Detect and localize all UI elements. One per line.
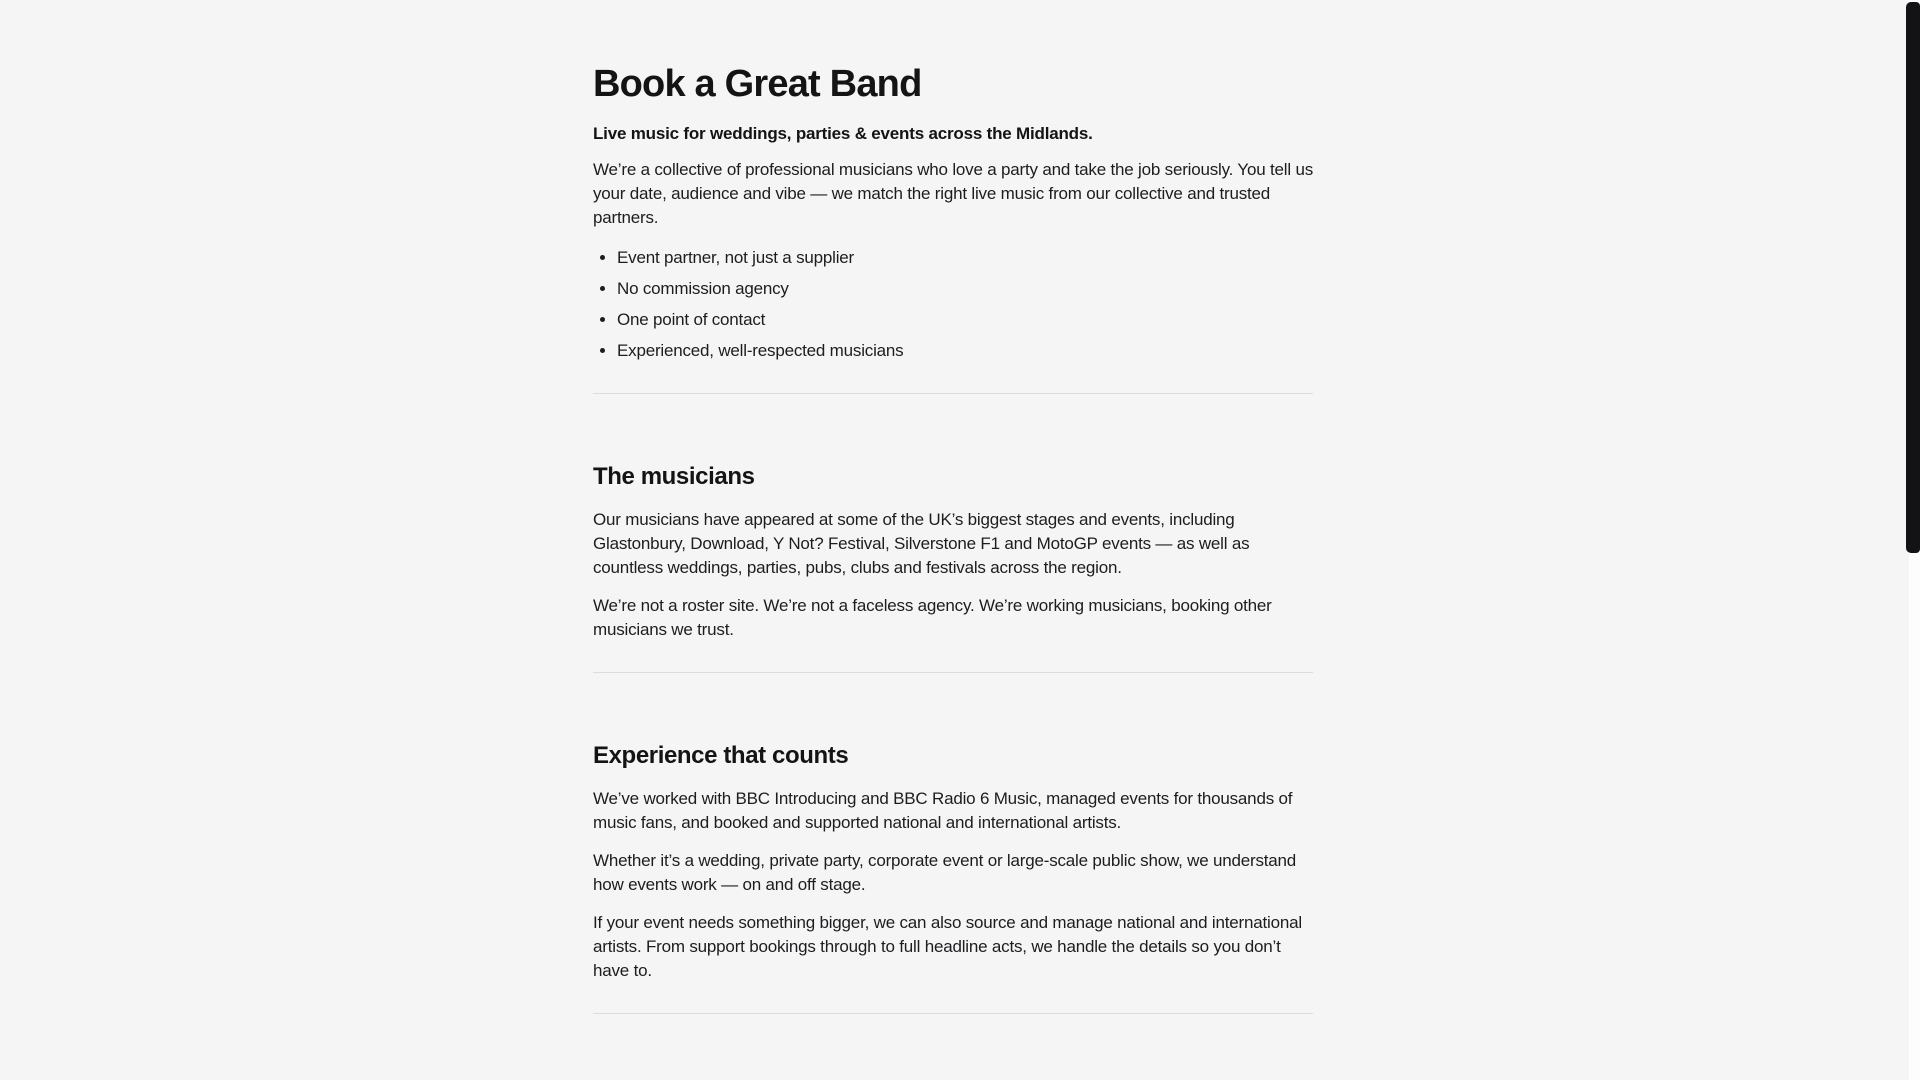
section-paragraph: Our musicians have appeared at some of the UK’s biggest stages and events, including Glastonbury, Download, Y Not? Festival, Silverstone F1 and MotoGP events — as well as countless weddings, parties, pubs, clubs and festivals across the region.	[593, 510, 1250, 577]
section-divider	[593, 1013, 1313, 1014]
section-paragraph: We’ve worked with BBC Introducing and BBC Radio 6 Music, managed events for thousands of music fans, and booked and supported national and international artists.	[593, 789, 1293, 832]
section-heading: Experience that counts	[593, 742, 849, 769]
hero-intro-paragraph: We’re a collective of professional musicians who love a party and take the job seriously. You tell us your date, audience and vibe — we match the right live music from our collective and trusted partners.	[593, 160, 1314, 227]
scrollbar-thumb[interactable]	[1906, 2, 1920, 553]
section-paragraph: If your event needs something bigger, we can also source and manage national and international artists. From support bookings through to full headline acts, we handle the details so you don’t have to.	[593, 913, 1302, 980]
section-experience	[593, 741, 1313, 983]
list-item: • No commission agency	[617, 277, 1313, 301]
benefits-list	[593, 246, 1313, 363]
hero-subtitle: Live music for weddings, parties & events across the Midlands.	[593, 124, 1093, 143]
section-heading: The musicians	[593, 463, 755, 490]
section-musicians	[593, 462, 1313, 642]
section-divider	[593, 393, 1313, 394]
list-item: • One point of contact	[617, 308, 1313, 332]
list-item: • Experienced, well-respected musicians	[617, 339, 1313, 363]
section-paragraph: We’re not a roster site. We’re not a faceless agency. We’re working musicians, booking other musicians we trust.	[593, 596, 1272, 639]
list-item: • Event partner, not just a supplier	[617, 246, 1313, 270]
main-content	[593, 0, 1313, 1014]
scrollbar[interactable]	[1909, 0, 1920, 1080]
section-divider	[593, 672, 1313, 673]
page-title: Book a Great Band	[593, 63, 922, 105]
section-paragraph: Whether it’s a wedding, private party, corporate event or large-scale public show, we understand how events work — on and off stage.	[593, 851, 1297, 894]
